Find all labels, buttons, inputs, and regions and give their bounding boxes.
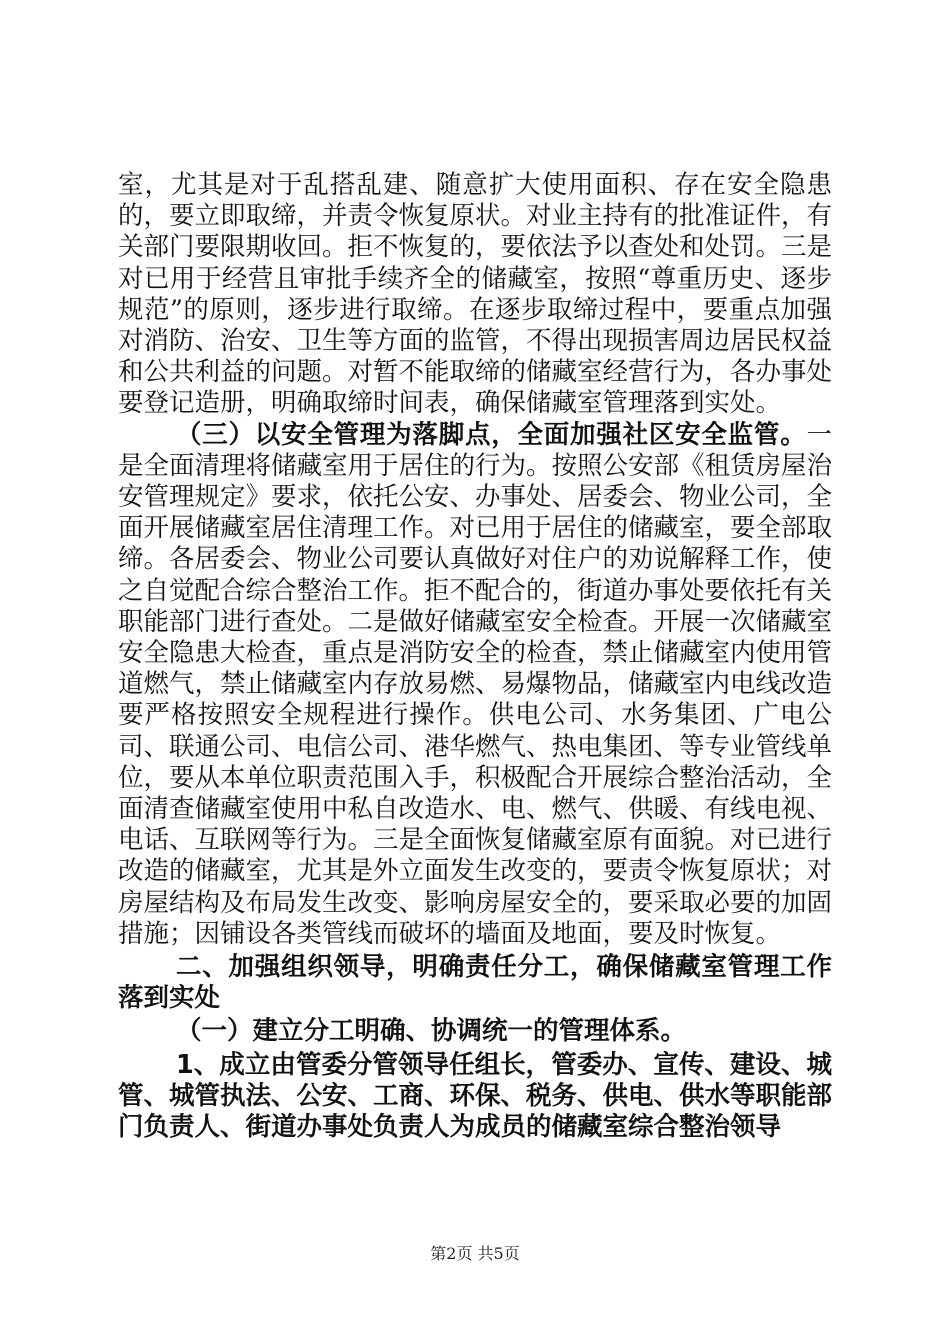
paragraph-body-text: 一是全面清理将储藏室用于居住的行为。按照公安部《租赁房屋治安管理规定》要求，依托公安、办事处、居委会、物业公司，全面开展储藏室居住清理工作。对已用于居住的储藏室，要全部取缔。各居委会、物业公司要认真做好对住户的劝说解释工作，使之自觉配合综合整治工作。拒不配合的，街道办事处要依托有关职能部门进行查处。二是做好储藏室安全检查。开展一次储藏室安全隐患大检查，重点是消防安全的检查，禁止储藏室内使用管道燃气，禁止储藏室内存放易燃、易爆物品，储藏室内电线改造要严格按照安全规程进行操作。供电公司、水务集团、广电公司、联通公司、电信公司、港华燃气、热电集团、等专业管线单位，要从本单位职责范围入手，积极配合开展综合整治活动，全面清查储藏室使用中私自改造水、电、燃气、供暖、有线电视、电话、互联网等行为。三是全面恢复储藏室原有面貌。对已进行改造的储藏室，尤其是外立面发生改变的，要责令恢复原状；对房屋结构及布局发生改变、影响房屋安全的，要采取必要的加固措施；因铺设各类管线而破坏的墙面及地面，要及时恢复。 xyxy=(118,419,833,949)
page-footer: 第2页 共5页 xyxy=(430,1244,520,1263)
section-heading: 二、加强组织领导，明确责任分工，确保储藏室管理工作落到实处 xyxy=(118,952,832,1014)
numbered-paragraph: 1、成立由管委分管领导任组长，管委办、宣传、建设、城管、城管执法、公安、工商、环保、税务、供电、供水等职能部门负责人、街道办事处负责人为成员的储藏室综合整治领导 xyxy=(118,1049,833,1143)
paragraph-continuation: 室，尤其是对于乱搭乱建、随意扩大使用面积、存在安全隐患的，要立即取缔，并责令恢复原状。对业主持有的批准证件，有关部门要限期收回。拒不恢复的，要依法予以查处和处罚。三是对已用于经营且审批手续齐全的储藏室，按照“尊重历史、逐步规范”的原则，逐步进行取缔。在逐步取缔过程中，要重点加强对消防、治安、卫生等方面的监管，不得出现损害周边居民权益和公共利益的问题。对暂不能取缔的储藏室经营行为，各办事处要登记造册，明确取缔时间表，确保储藏室管理落到实处。 xyxy=(118,170,833,419)
subsection-heading: （一）建立分工明确、协调统一的管理体系。 xyxy=(176,1016,687,1047)
document-body xyxy=(118,170,832,1143)
paragraph-safety-management xyxy=(118,420,832,950)
paragraph-lead-heading: （三）以安全管理为落脚点，全面加强社区安全监管。 xyxy=(176,419,807,450)
